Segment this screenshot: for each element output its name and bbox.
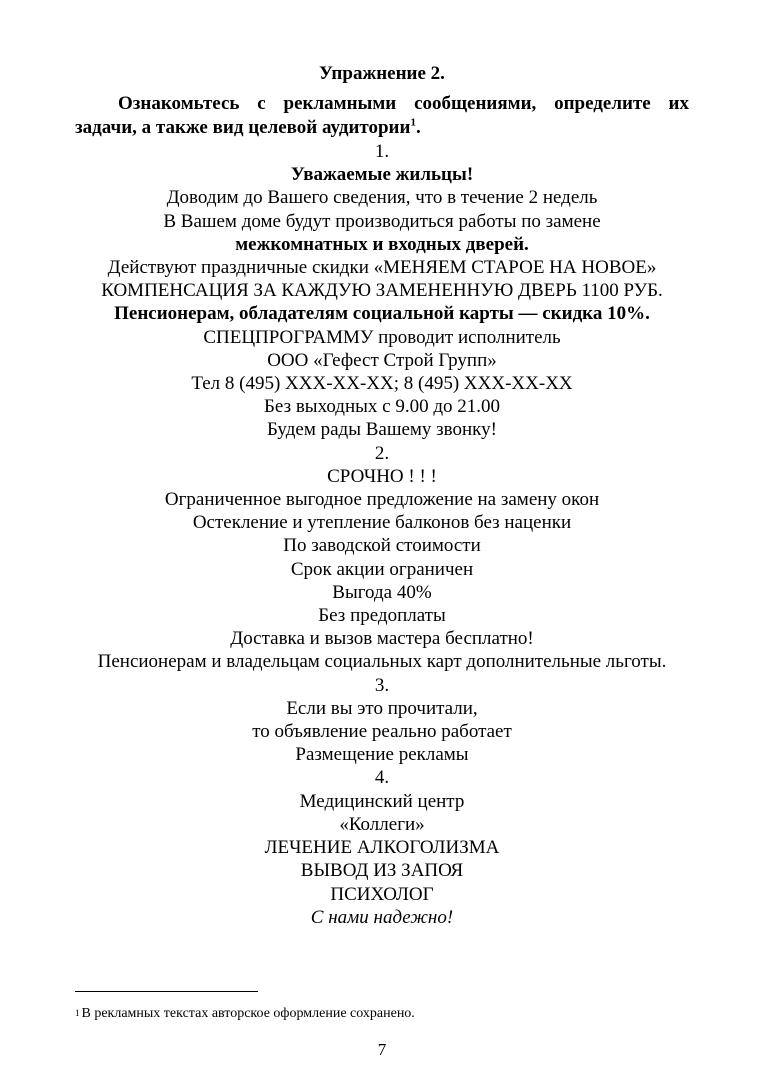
ad-line: межкомнатных и входных дверей. <box>235 233 529 255</box>
ad-line: Тел 8 (495) XXX-XX-XX; 8 (495) XXX-XX-XX <box>191 373 573 395</box>
ads-list <box>75 140 689 929</box>
ad-number: 3. <box>374 674 390 696</box>
exercise-instructions-end: . <box>415 117 421 138</box>
ad-line: По заводской стоимости <box>283 535 481 557</box>
ad-line: ПСИХОЛОГ <box>330 883 434 905</box>
page-number: 7 <box>377 1040 387 1059</box>
ad-line: Без выходных с 9.00 до 21.00 <box>264 396 500 418</box>
ad-line: Доводим до Вашего сведения, что в течение 2 недель <box>166 187 598 209</box>
ad-line: Размещение рекламы <box>295 744 469 766</box>
page-body <box>75 62 689 929</box>
ad-line: Доставка и вызов мастера бесплатно! <box>230 628 534 650</box>
ad-line: то объявление реально работает <box>252 721 512 743</box>
footnote-marker: 1 <box>75 1008 80 1018</box>
ad-line: ООО «Гефест Строй Групп» <box>267 349 497 371</box>
ad-line: СПЕЦПРОГРАММУ проводит исполнитель <box>203 326 561 348</box>
ad-line: С нами надежно! <box>310 906 454 928</box>
ad-line: Пенсионерам и владельцам социальных карт дополнительные льготы. <box>97 651 667 673</box>
ad-line: Уважаемые жильцы! <box>290 164 474 186</box>
footnote-divider <box>75 991 258 992</box>
exercise-title: Упражнение 2. <box>319 63 445 84</box>
ad-line: СРОЧНО ! ! ! <box>327 465 437 487</box>
ad-line: Ограниченное выгодное предложение на замену окон <box>164 489 600 511</box>
ad-block <box>75 442 689 674</box>
ad-line: КОМПЕНСАЦИЯ ЗА КАЖДУЮ ЗАМЕНЕННУЮ ДВЕРЬ 1100 РУБ. <box>101 280 663 302</box>
exercise-instructions-text: Ознакомьтесь с рекламными сообщениями, определите их задачи, а также вид целевой аудитории <box>75 93 689 138</box>
ad-line: Если вы это прочитали, <box>286 697 478 719</box>
ad-block <box>75 674 689 767</box>
ad-line: Пенсионерам, обладателям социальной карты — скидка 10%. <box>114 303 650 325</box>
ad-block <box>75 766 689 928</box>
ad-number: 2. <box>374 442 390 464</box>
footnote <box>75 1005 415 1023</box>
ad-line: Действуют праздничные скидки «МЕНЯЕМ СТАРОЕ НА НОВОЕ» <box>107 257 657 279</box>
ad-line: Выгода 40% <box>332 581 432 603</box>
ad-block <box>75 140 689 442</box>
ad-line: В Вашем доме будут производиться работы по замене <box>163 210 601 232</box>
ad-line: ЛЕЧЕНИЕ АЛКОГОЛИЗМА <box>264 837 500 859</box>
ad-line: Будем рады Вашему звонку! <box>267 419 497 441</box>
ad-line: Медицинский центр <box>299 790 465 812</box>
exercise-instructions <box>75 92 689 140</box>
ad-line: «Коллеги» <box>339 813 425 835</box>
ad-line: Срок акции ограничен <box>290 558 474 580</box>
footnote-reference[interactable]: 1 <box>410 116 416 129</box>
ad-line: Остекление и утепление балконов без наценки <box>192 512 572 534</box>
ad-line: ВЫВОД ИЗ ЗАПОЯ <box>300 860 464 882</box>
footnote-text: В рекламных текстах авторское оформление сохранено. <box>81 1006 415 1021</box>
ad-line: Без предоплаты <box>318 605 446 627</box>
ad-number: 4. <box>374 767 390 789</box>
ad-number: 1. <box>374 141 390 162</box>
